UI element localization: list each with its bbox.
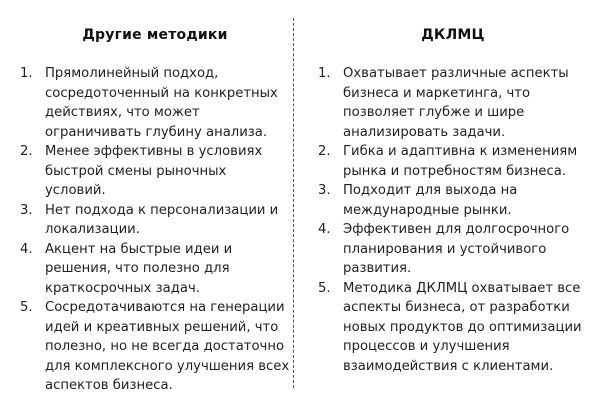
list-item-number: 1.: [20, 66, 33, 81]
list-item-text: Сосредотачиваются на генерации идей и креативных решений, что полезно, но не всегда достаточно для комплексного улучшения всех аспектов бизнеса.: [45, 300, 290, 393]
list-item-number: 1.: [318, 66, 331, 81]
list-item-text: Прямолинейный подход, сосредоточенный на конкретных действиях, что может ограничивать глубину анализа.: [45, 66, 278, 140]
list-item-number: 3.: [318, 183, 331, 198]
list-item: [20, 201, 290, 240]
list-item-text: Эффективен для долгосрочного планирования и устойчивого развития.: [343, 222, 570, 276]
list-item-text: Менее эффективны в условиях быстрой смены рыночных условий.: [45, 144, 263, 198]
left-list: [20, 64, 290, 396]
list-item-number: 3.: [20, 202, 33, 218]
list-item-text: Нет подхода к персонализации и локализации.: [45, 202, 279, 237]
right-list: [318, 64, 588, 376]
list-item: [318, 181, 588, 220]
list-item: [20, 240, 290, 299]
list-item-text: Охватывает различные аспекты бизнеса и маркетинга, что позволяет глубже и шире анализировать задачи.: [343, 66, 569, 140]
list-item: [318, 64, 588, 142]
list-item-text: Гибка и адаптивна к изменениям рынка и потребностям бизнеса.: [343, 144, 578, 179]
list-item: [20, 142, 290, 201]
list-item: [20, 64, 290, 142]
column-divider: [293, 18, 294, 388]
list-item-number: 2.: [20, 144, 33, 159]
left-column-title: Другие методики: [82, 27, 228, 43]
list-item-number: 4.: [318, 222, 331, 237]
list-item-text: Методика ДКЛМЦ охватывает все аспекты бизнеса, от разработки новых продуктов до оптимизации процессов и улучшения взаимодействия с клиентами.: [343, 280, 582, 374]
list-item-text: Подходит для выхода на международные рынки.: [343, 183, 518, 218]
list-item-number: 2.: [318, 144, 331, 159]
list-item-number: 5.: [20, 300, 33, 315]
list-item-text: Акцент на быстрые идеи и решения, что полезно для краткосрочных задач.: [45, 241, 233, 296]
list-item-number: 5.: [318, 280, 331, 296]
right-column-title: ДКЛМЦ: [421, 27, 485, 43]
list-item: [20, 298, 290, 396]
list-item-number: 4.: [20, 241, 33, 257]
list-item: [318, 142, 588, 181]
list-item: [318, 220, 588, 279]
list-item: [318, 279, 588, 377]
